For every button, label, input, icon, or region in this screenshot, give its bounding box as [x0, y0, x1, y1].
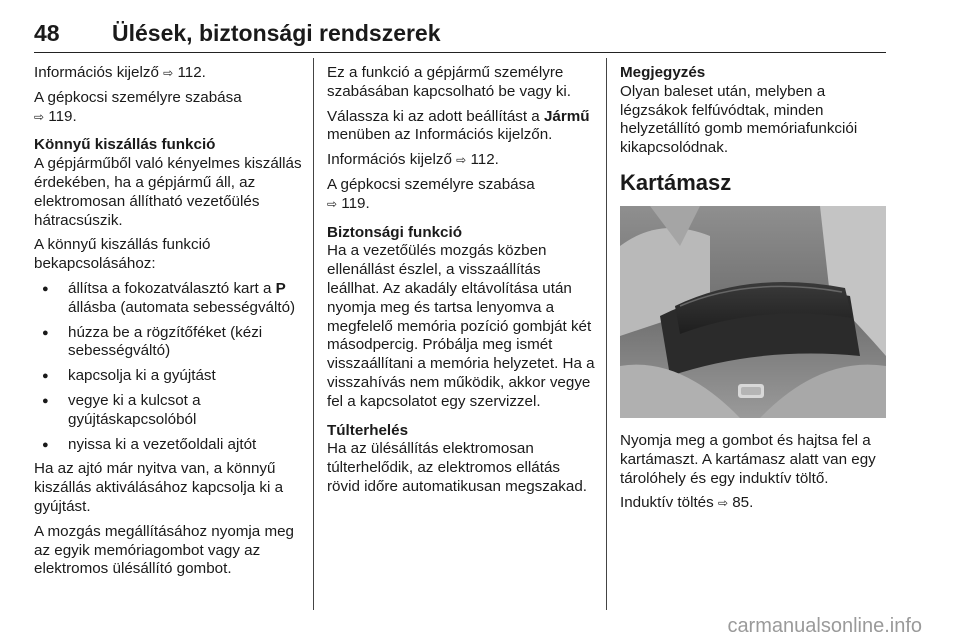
- cross-reference: A gépkocsi személyre szabása ⇨ 119.: [34, 88, 242, 125]
- arrow-ref-icon: ⇨: [34, 109, 45, 124]
- note-title: Megjegyzés: [620, 64, 706, 81]
- section-heading: Könnyű kiszállás funkció: [34, 136, 216, 154]
- list-item: ● állítsa a fokozatválasztó kart a P állásba (automata sebességváltó): [34, 280, 304, 318]
- list-item: ● vegye ki a kulcsot a gyújtáskapcsolóból: [34, 392, 304, 430]
- page-header: [34, 18, 886, 53]
- list-item: ● nyissa ki a vezetőoldali ajtót: [34, 436, 304, 455]
- paragraph: A gépjárműből való kényelmes kiszállás érdekében, ha a gépjármű áll, az elektromosan állítható vezetőülés hátracsúszik.: [34, 155, 302, 229]
- paragraph: Válassza ki az adott beállítást a Jármű menüben az Információs kijelzőn.: [327, 107, 590, 144]
- chapter-title: Ülések, biztonsági rendszerek: [112, 20, 441, 46]
- arrow-ref-icon: ⇨: [717, 496, 728, 511]
- cross-reference: A gépkocsi személyre szabása ⇨ 119.: [327, 175, 535, 212]
- column-divider: [606, 58, 607, 610]
- paragraph: Ha az ajtó már nyitva van, a könnyű kiszállás aktiválásához kapcsolja ki a gyújtást.: [34, 460, 284, 515]
- arrow-ref-icon: ⇨: [456, 153, 467, 168]
- list-item: ● kapcsolja ki a gyújtást: [34, 367, 304, 386]
- section-heading: Biztonsági funkció: [327, 223, 463, 241]
- column-divider: [313, 58, 314, 610]
- paragraph: Ez a funkció a gépjármű személyre szabásában kapcsolható be vagy ki.: [327, 64, 572, 100]
- section-title: Kartámasz: [620, 169, 732, 195]
- cross-reference: Információs kijelző ⇨ 112.: [34, 64, 206, 81]
- page-number: 48: [34, 20, 60, 46]
- arrow-ref-icon: ⇨: [163, 66, 174, 80]
- column-right: [620, 64, 888, 519]
- armrest-photo: [620, 206, 886, 418]
- paragraph: Nyomja meg a gombot és hajtsa fel a kartámaszt. A kartámasz alatt van egy tárolóhely és egy induktív töltő.: [620, 431, 876, 487]
- section-heading: Túlterhelés: [327, 421, 409, 439]
- arrow-ref-icon: ⇨: [327, 196, 338, 211]
- paragraph: Ha a vezetőülés mozgás közben ellenállást észlel, a visszaállítás leállhat. Az akadály eltávolítása után nyomja meg és tartsa lenyomva a megfelelő memória pozíció gombját két másodpercig. Próbálja meg ismét visszaállítani a memória helyzetet. Ha a visszahívás nem működik, akkor vegye fel a kapcsolatot egy szervizzel.: [327, 242, 595, 410]
- paragraph: A könnyű kiszállás funkció bekapcsolásához:: [34, 236, 211, 273]
- column-left: [34, 64, 304, 585]
- column-middle: [327, 64, 597, 503]
- cross-reference: Induktív töltés ⇨ 85.: [620, 494, 754, 512]
- cross-reference: Információs kijelző ⇨ 112.: [327, 151, 499, 169]
- note-text: Olyan baleset után, melyben a légzsákok felfúvódtak, minden helyzetállító gomb memóriafunkciói kikapcsolódnak.: [620, 82, 858, 157]
- bullet-list: [34, 280, 304, 454]
- paragraph: A mozgás megállításához nyomja meg az egyik memóriagombot vagy az elektromos ülésállító gombot.: [34, 522, 295, 578]
- paragraph: Ha az ülésállítás elektromosan túlterhelődik, az elektromos ellátás rövid időre automatikusan megszakad.: [327, 440, 588, 495]
- watermark: carmanualsonline.info: [727, 615, 922, 637]
- list-item: ● húzza be a rögzítőféket (kézi sebességváltó): [34, 324, 304, 362]
